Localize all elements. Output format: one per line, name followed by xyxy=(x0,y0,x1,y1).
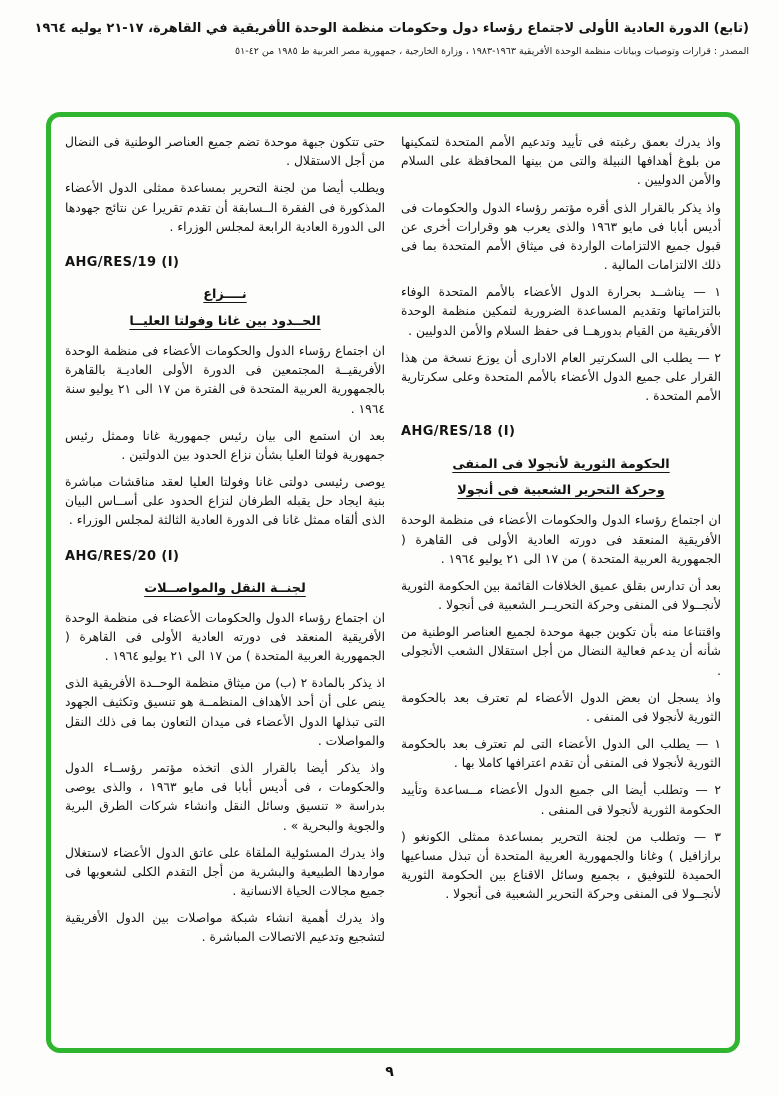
paragraph: حتى تتكون جبهة موحدة تضم جميع العناصر الوطنية فى النضال من أجل الاستقلال . xyxy=(65,135,385,169)
section-heading: لجنــة النقل والمواصــلات xyxy=(144,580,306,596)
paragraph: ان اجتماع رؤساء الدول والحكومات الأعضاء فى منظمة الوحدة الأفريقية المنعقد فى دورته العادية الأولى فى القاهرة ( الجمهورية العربية المتحدة ) من ١٧ الى ٢١ يوليو ١٩٦٤ . xyxy=(401,513,721,566)
paragraph: ٢ — يطلب الى السكرتير العام الادارى أن يوزع نسخة من هذا القرار على جميع الدول الأعضاء بالأمم المتحدة وعلى سكرتارية الأمم المتحدة . xyxy=(401,350,721,404)
section-heading: الحــدود بين غانا وفولتا العليــا xyxy=(129,314,321,330)
two-column-layout xyxy=(65,133,721,1032)
paragraph: واقتناعا منه بأن تكوين جبهة موحدة لجميع العناصر الوطنية من شأنه أن يدعم فعالية النضال من أجل استقلال الشعب الأنجولى . xyxy=(401,625,721,678)
paragraph: واذ يدرك بعمق رغبته فى تأييد وتدعيم الأمم المتحدة لتمكينها من بلوغ أهدافها النبيلة والتى من بينها المحافظة على السلام والأمن الدوليين . xyxy=(401,135,721,188)
section-heading: وحركة التحرير الشعبية فى أنجولا xyxy=(457,483,665,499)
paragraph: واذ يدرك أهمية انشاء شبكة مواصلات بين الدول الأفريقية لتشجيع وتدعيم الاتصالات المباشرة . xyxy=(65,911,385,945)
paragraph: واذ يسجل ان بعض الدول الأعضاء لم تعترف بعد بالحكومة الثورية لأنجولا فى المنفى . xyxy=(401,690,721,724)
resolution-code: AHG/RES/19 (I) xyxy=(65,254,180,270)
paragraph: ١ — يناشــد بحرارة الدول الأعضاء بالأمم المتحدة الوفاء بالتزاماتها وتقديم المساعدة الضرورية لتمكين منظمة الوحدة الأفريقية من القيام بدورهــا فى حفظ السلام والأمن الدوليين . xyxy=(401,285,721,338)
resolution-code: AHG/RES/18 (I) xyxy=(401,424,516,440)
column-right xyxy=(401,133,721,1032)
paragraph: واذ يدرك المسئولية الملقاة على عاتق الدول الأعضاء لاستغلال مواردها الطبيعية والبشرية من أجل التقدم الكلى لشعوبها فى جميع مجالات الحياة الانسانية . xyxy=(65,845,385,899)
paragraph: اذ يذكر بالمادة ٢ (ب) من ميثاق منظمة الوحــدة الأفريقية الذى ينص على أن أحد الأهداف المنظمــة هو تنسيق وتكثيف الجهود التى تبذلها الدول الأعضاء فى ميدان التعاون بما فى ذلك النقل والمواصلات . xyxy=(65,676,386,748)
paragraph: يوصى رئيسى دولتى غانا وفولتا العليا لعقد مناقشات مباشرة بنية ايجاد حل يقبله الطرفان لنزاع الحدود على أســاس البيان الذى ألقاه ممثل غانا فى الدورة العادية الثالثة لمجلس الوزراء . xyxy=(65,475,385,528)
column-left xyxy=(65,133,385,1032)
content-frame xyxy=(46,112,740,1053)
paragraph: ان اجتماع رؤساء الدول والحكومات الأعضاء فى منظمة الوحدة الأفريقيــة المجتمعين فى الدورة الأولى العاديـة بالقاهرة بالجمهورية العربية المتحدة فى الفترة من ١٧ الى ٢١ يوليو سنة ١٩٦٤ . xyxy=(65,344,386,416)
section-heading: الحكومة الثورية لأنجولا فى المنفى xyxy=(452,456,670,472)
document-source-line: المصدر : قرارات وتوصيات وبيانات منظمة الوحدة الأفريقية ١٩٦٣-١٩٨٣ ، وزارة الخارجية ، جمهورية مصر العربية ط ١٩٨٥ من ٤٢-٥١ xyxy=(235,45,749,57)
paragraph: ويطلب أيضا من لجنة التحرير بمساعدة ممثلى الدول الأعضاء المذكورة فى الفقرة الــسابقة أن تقدم تقريرا عن نتائج جهودها الى الدورة العادية الرابعة لمجلس الوزراء . xyxy=(65,181,385,234)
paragraph: واذ يذكر أيضا بالقرار الذى اتخذه مؤتمر رؤســاء الدول والحكومات ، فى أديس أبابا فى مايو ١٩٦٣ ، والذى يوصى بدراسة « تنسيق وسائل النقل وانشاء شركات الطرق البرية والجوية والبحرية » . xyxy=(65,761,385,833)
paragraph: واذ يذكر بالقرار الذى أقره مؤتمر رؤساء الدول والحكومات فى أديس أبابا فى مايو ١٩٦٣ والذى يعرب هو وقرارات أخرى عن قبول جميع الالتزامات الواردة فى ميثاق الأمم المتحدة بما فى ذلك الالتزامات المالية . xyxy=(401,200,722,273)
paragraph: ان اجتماع رؤساء الدول والحكومات الأعضاء فى منظمة الوحدة الأفريقية المنعقد فى دورته العادية الأولى فى القاهرة ( الجمهورية العربية المتحدة ) من ١٧ الى ٢١ يوليو ١٩٦٤ . xyxy=(65,610,385,664)
document-header xyxy=(30,20,749,57)
paragraph: ٢ — وتطلب أيضا الى جميع الدول الأعضاء مــساعدة وتأييد الحكومة الثورية لأنجولا فى المنفى . xyxy=(401,783,721,817)
paragraph: ٣ — وتطلب من لجنة التحرير بمساعدة ممثلى الكونغو ( برازافيل ) وغانا والجمهورية العربية المتحدة أن تبذل مساعيها الحميدة للتوفيق ، بجميع وسائل الاقناع بين الحكومة الثورية لأنجــولا فى المنفى وحركة التحرير الشعبية فى أنجولا . xyxy=(401,829,721,902)
resolution-code: AHG/RES/20 (I) xyxy=(65,548,180,564)
page-number: ٩ xyxy=(385,1064,394,1080)
document-header-title: (تابع) الدورة العادية الأولى لاجتماع رؤساء دول وحكومات منظمة الوحدة الأفريقية في القاهرة، ١٧-٢١ يوليه ١٩٦٤ xyxy=(34,21,749,36)
paragraph: ١ — يطلب الى الدول الأعضاء التى لم تعترف بعد بالحكومة الثورية لأنجولا فى المنفى أن تقدم اعترافها كاملا بها . xyxy=(401,737,721,771)
section-heading: نــــزاع xyxy=(203,287,247,303)
paragraph: بعد ان استمع الى بيان رئيس جمهورية غانا وممثل رئيس جمهورية فولتا العليا بشأن نزاع الحدود بين الدولتين . xyxy=(65,428,385,462)
paragraph: بعد أن تدارس بقلق عميق الخلافات القائمة بين الحكومة الثورية لأنجــولا فى المنفى وحركة التحريــر الشعبية فى أنجولا . xyxy=(401,578,721,613)
